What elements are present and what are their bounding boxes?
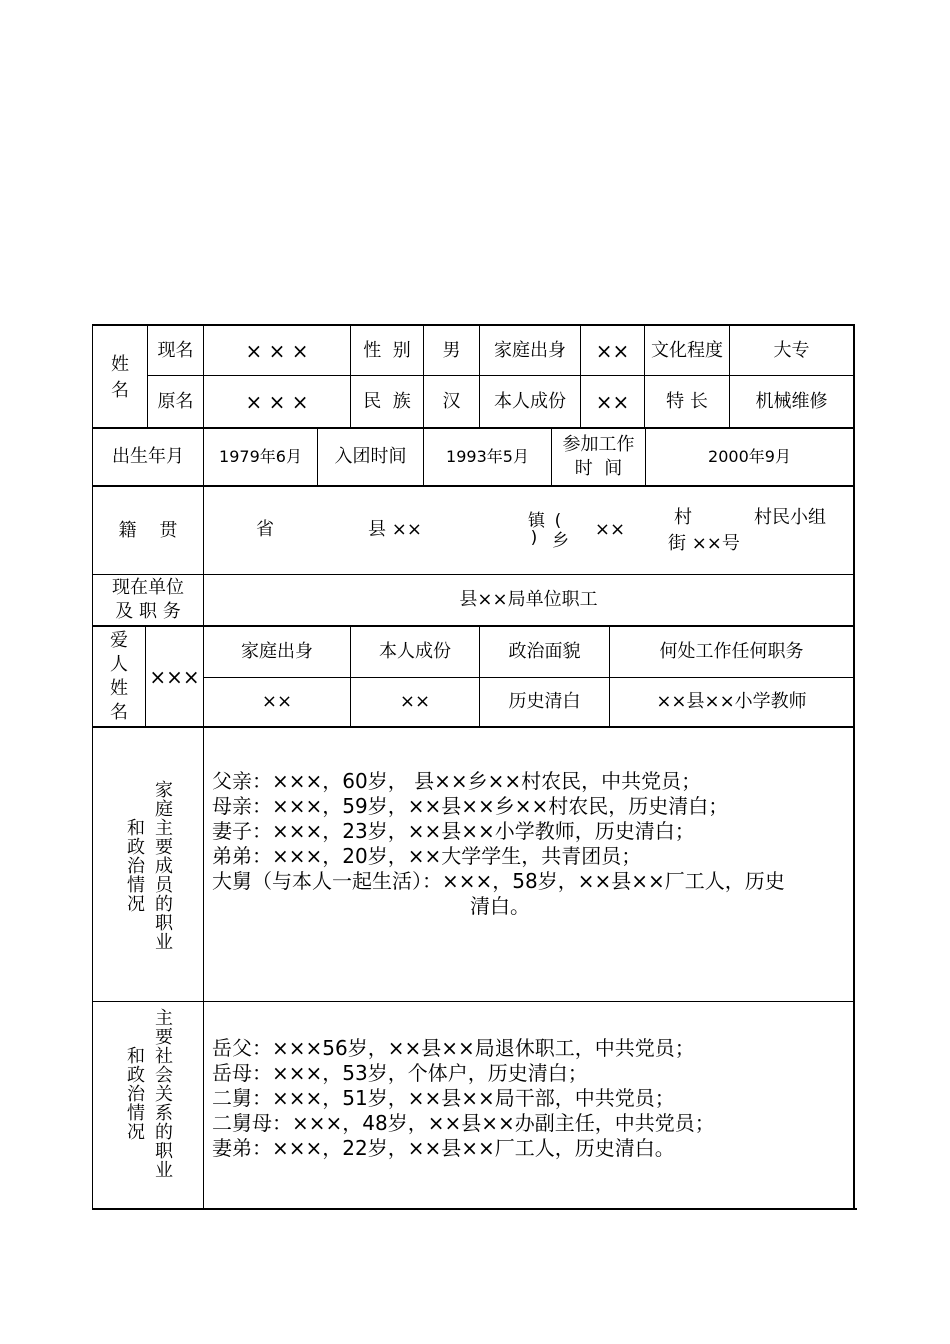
family-line-brother: 弟弟：×××，20岁，××大学学生，共青团员；: [212, 844, 642, 868]
social-label: 主要社会关系的职业和政治情况: [124, 1007, 173, 1179]
family-origin-value: ××: [595, 338, 630, 363]
specialty-value: 机械维修: [755, 390, 828, 412]
spouse-workplace-value: ××县××小学教师: [656, 691, 807, 712]
name-label: 姓名: [111, 354, 129, 401]
origin-street: 街 ××号: [668, 533, 740, 554]
league-value: 1993年5月: [446, 447, 529, 466]
family-origin-label: 家庭出身: [494, 339, 566, 361]
league-label: 入团时间: [334, 446, 407, 467]
family-line-uncle-cont: 清白。: [470, 894, 530, 918]
education-label: 文化程度: [651, 339, 723, 361]
row-divider: [92, 1001, 855, 1002]
spouse-header-political-status: 政治面貌: [508, 641, 581, 662]
work-start-label: 参加工作时 间: [562, 434, 635, 479]
spouse-header-family-origin: 家庭出身: [241, 641, 313, 662]
spouse-name: ×××: [149, 664, 200, 689]
origin-village: 村: [674, 507, 692, 528]
unit-label: 现在单位及 职 务: [112, 577, 184, 622]
birth-label: 出生年月: [112, 446, 184, 467]
ethnicity-label: 民 族: [363, 390, 411, 412]
social-line-brother-in-law: 妻弟：×××，22岁，××县××厂工人，历史清白。: [212, 1136, 675, 1160]
origin-group: 村民小组: [754, 507, 826, 528]
former-name-value: × × ×: [245, 389, 309, 414]
social-line-father-in-law: 岳父：×××56岁，××县××局退休职工，中共党员；: [212, 1036, 695, 1060]
unit-value: 县××局单位职工: [459, 589, 598, 610]
former-name-label: 原名: [157, 390, 194, 412]
origin-township: (乡镇): [524, 510, 568, 548]
spouse-label: 爱人姓名: [110, 629, 128, 723]
family-line-mother: 母亲：×××，59岁，××县××乡××村农民，历史清白；: [212, 794, 729, 818]
table-border-right: [853, 324, 855, 1210]
birth-value: 1979年6月: [219, 447, 302, 466]
ethnicity-value: 汉: [442, 390, 461, 412]
family-line-wife: 妻子：×××，23岁，××县××小学教师，历史清白；: [212, 819, 695, 843]
family-line-father: 父亲：×××，60岁， 县××乡××村农民，中共党员；: [212, 769, 702, 793]
origin-province: 省: [256, 519, 274, 540]
row-divider: [92, 726, 855, 728]
spouse-family-origin-value: ××: [261, 691, 293, 712]
social-line-aunt: 二舅母：×××，48岁，××县××办副主任，中共党员；: [212, 1111, 715, 1135]
current-name-label: 现名: [157, 339, 194, 361]
table-border-bottom: [92, 1208, 857, 1210]
social-line-mother-in-law: 岳母：×××，53岁，个体户，历史清白；: [212, 1061, 588, 1085]
spouse-header-workplace: 何处工作任何职务: [659, 641, 804, 662]
origin-label: 籍 贯: [118, 519, 178, 541]
origin-township-value: ××: [594, 519, 626, 540]
gender-label: 性 别: [363, 339, 411, 361]
specialty-label: 特 长: [666, 390, 708, 412]
family-line-uncle: 大舅（与本人一起生活）：×××，58岁，××县××厂工人，历史: [212, 869, 785, 893]
row-divider: [92, 485, 855, 487]
spouse-political-status-value: 历史清白: [508, 691, 581, 712]
origin-county: 县 ××: [368, 519, 422, 540]
family-label: 家庭主要成员的职业和政治情况: [124, 779, 173, 951]
spouse-personal-status-value: ××: [399, 691, 431, 712]
personal-status-value: ××: [595, 389, 630, 414]
work-start-value: 2000年9月: [708, 447, 791, 466]
social-line-uncle: 二舅：×××，51岁，××县××局干部，中共党员；: [212, 1086, 675, 1110]
personal-status-label: 本人成份: [494, 390, 566, 412]
current-name-value: × × ×: [245, 338, 309, 363]
education-value: 大专: [773, 339, 810, 361]
gender-value: 男: [442, 339, 461, 361]
spouse-header-personal-status: 本人成份: [379, 641, 451, 662]
